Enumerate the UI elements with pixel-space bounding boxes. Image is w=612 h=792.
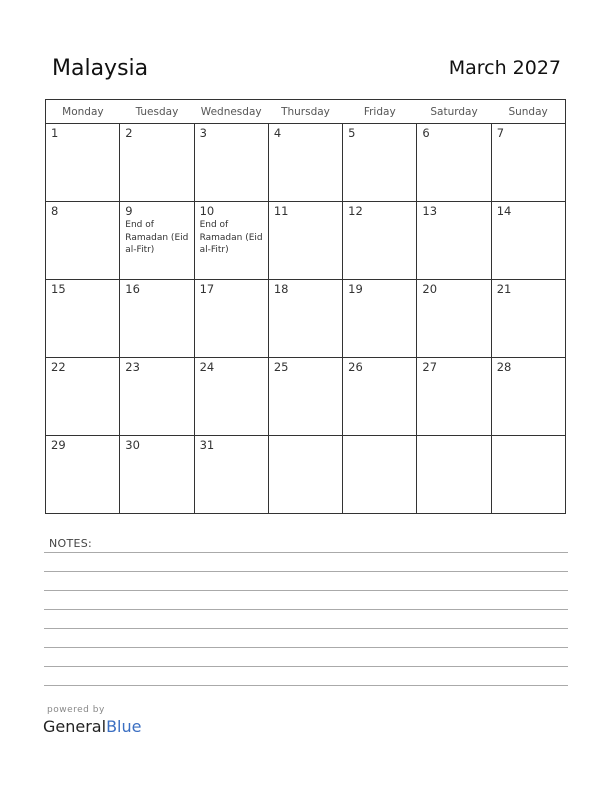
holiday-event: End of Ramadan (Eid al-Fitr) (199, 220, 263, 255)
day-number: 6 (422, 126, 430, 140)
day-cell (120, 436, 194, 514)
day-cell (120, 358, 194, 436)
day-number: 9 (125, 204, 133, 218)
day-number: 3 (199, 126, 207, 140)
day-number: 30 (125, 438, 140, 452)
day-number: 19 (348, 282, 363, 296)
day-number: 14 (496, 204, 512, 218)
day-cell (491, 436, 565, 514)
day-cell (491, 202, 565, 280)
day-number: 10 (199, 204, 215, 218)
day-cell (417, 280, 491, 358)
calendar-body (46, 124, 566, 514)
day-number: 4 (273, 126, 282, 140)
day-cell (268, 436, 342, 514)
note-line (44, 647, 568, 648)
weekday-header: Monday (46, 100, 120, 124)
weekday-header: Saturday (417, 100, 491, 124)
note-line (44, 590, 568, 591)
day-cell (268, 124, 342, 202)
calendar-grid (45, 99, 566, 514)
day-cell (120, 280, 194, 358)
brand-blue: Blue (106, 717, 142, 736)
day-cell (417, 436, 491, 514)
day-cell (194, 358, 268, 436)
day-number: 23 (125, 360, 140, 374)
day-number: 18 (273, 282, 289, 296)
note-line (44, 628, 568, 629)
weekday-header: Tuesday (120, 100, 194, 124)
holiday-event: End of Ramadan (Eid al-Fitr) (125, 220, 189, 255)
weekday-header: Sunday (491, 100, 565, 124)
powered-by-text: powered by (47, 705, 105, 715)
day-number: 17 (199, 282, 215, 296)
note-line (44, 571, 568, 572)
day-cell (46, 124, 120, 202)
day-number: 21 (496, 282, 512, 296)
weekday-header: Wednesday (194, 100, 268, 124)
notes-label: NOTES: (49, 537, 93, 550)
day-cell (194, 436, 268, 514)
note-line (44, 666, 568, 667)
day-cell (46, 202, 120, 280)
day-cell (343, 358, 417, 436)
brand-logo (43, 717, 141, 736)
day-cell (491, 358, 565, 436)
month-year-title: March 2027 (448, 57, 561, 79)
brand-general: General (43, 717, 107, 736)
week-row (46, 202, 566, 280)
day-number: 24 (199, 360, 215, 374)
note-line (44, 552, 568, 553)
day-cell (46, 280, 120, 358)
day-cell (343, 436, 417, 514)
day-cell (46, 358, 120, 436)
day-cell (343, 280, 417, 358)
day-number: 12 (348, 204, 363, 218)
day-number: 31 (199, 438, 215, 452)
day-number: 5 (348, 126, 356, 140)
day-cell (417, 202, 491, 280)
day-cell (417, 358, 491, 436)
day-number: 13 (422, 204, 438, 218)
day-number: 29 (51, 438, 66, 452)
day-number: 28 (496, 360, 512, 374)
day-cell (491, 280, 565, 358)
week-row (46, 280, 566, 358)
day-cell (268, 358, 342, 436)
day-number: 1 (51, 126, 59, 140)
week-row (46, 124, 566, 202)
day-cell (120, 124, 194, 202)
day-cell (491, 124, 565, 202)
day-number: 25 (273, 360, 289, 374)
week-row (46, 436, 566, 514)
day-cell (343, 124, 417, 202)
weekday-header: Friday (343, 100, 417, 124)
day-cell (120, 202, 194, 280)
day-cell (343, 202, 417, 280)
weekday-header: Thursday (268, 100, 342, 124)
day-number: 20 (422, 282, 438, 296)
note-line (44, 685, 568, 686)
day-cell (268, 280, 342, 358)
day-number: 2 (125, 126, 133, 140)
day-number: 8 (51, 204, 59, 218)
day-number: 11 (273, 204, 289, 218)
week-row (46, 358, 566, 436)
day-cell (194, 280, 268, 358)
day-number: 27 (422, 360, 438, 374)
day-cell (194, 202, 268, 280)
day-number: 15 (51, 282, 66, 296)
day-number: 7 (496, 126, 505, 140)
note-line (44, 609, 568, 610)
day-number: 26 (348, 360, 363, 374)
weekday-header-row (46, 100, 566, 124)
day-cell (417, 124, 491, 202)
day-cell (268, 202, 342, 280)
day-cell (46, 436, 120, 514)
day-cell (194, 124, 268, 202)
day-number: 22 (51, 360, 66, 374)
day-number: 16 (125, 282, 140, 296)
country-title: Malaysia (52, 56, 149, 81)
